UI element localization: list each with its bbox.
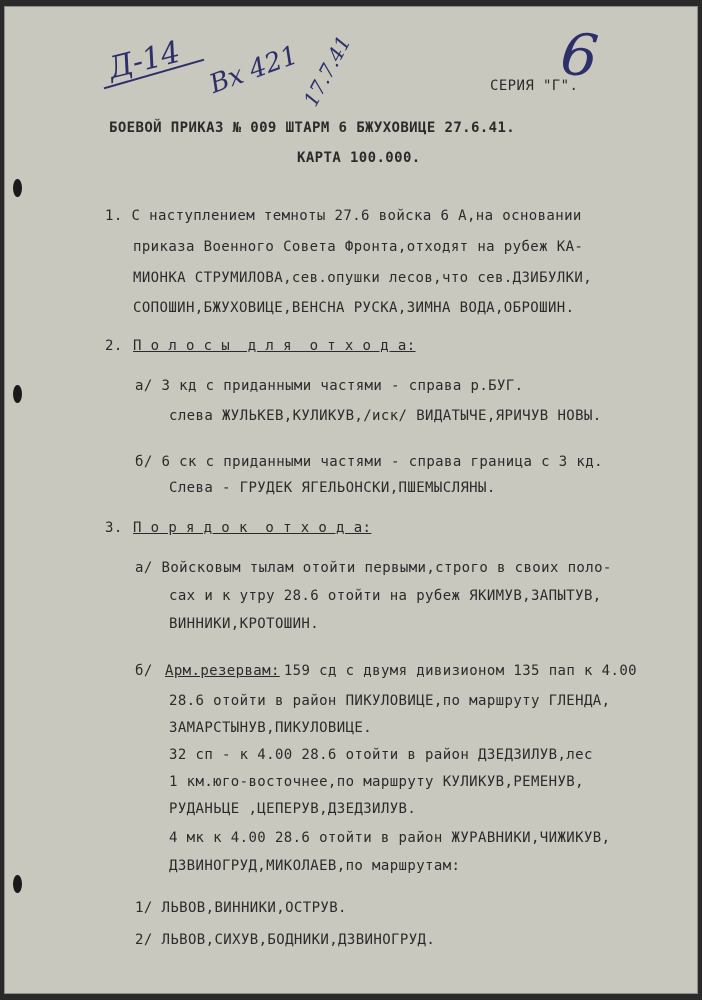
handwritten-sheet-number: 6 [557, 19, 602, 91]
section3-a-line: сах и к утру 28.6 отойти на рубеж ЯКИМУВ,ЗАПЫТУВ, [169, 588, 602, 604]
section3-b-line: 1 км.юго-восточнее,по маршруту КУЛИКУВ,РЕМЕНУВ, [169, 774, 584, 790]
section2-heading: П о л о с ы д л я о т х о д а: [133, 338, 416, 354]
punch-hole [13, 875, 22, 893]
section3-b-line: 4 мк к 4.00 28.6 отойти в район ЖУРАВНИКИ,ЧИЖИКУВ, [169, 830, 611, 846]
order-title: БОЕВОЙ ПРИКАЗ № 009 ШТАРМ 6 БЖУХОВИЦЕ 27.6.41. [109, 120, 516, 136]
section1-line: МИОНКА СТРУМИЛОВА,сев.опушки лесов,что сев.ДЗИБУЛКИ, [133, 270, 593, 286]
handwritten-incoming-number: Вх 421 [205, 40, 303, 100]
route-line: 1/ ЛЬВОВ,ВИННИКИ,ОСТРУВ. [135, 900, 347, 916]
section2-b-line: Слева - ГРУДЕК ЯГЕЛЬОНСКИ,ПШЕМЫСЛЯНЫ. [169, 480, 496, 496]
map-scale: КАРТА 100.000. [297, 150, 421, 166]
section3-b-line: ДЗВИНОГРУД,МИКОЛАЕВ,по маршрутам: [169, 858, 461, 874]
section3-b-line: РУДАНЬЦЕ ,ЦЕПЕРУВ,ДЗЕДЗИЛУВ. [169, 801, 417, 817]
route-line: 2/ ЛЬВОВ,СИХУВ,БОДНИКИ,ДЗВИНОГРУД. [135, 932, 436, 948]
section3-b-line: ЗАМАРСТЫНУВ,ПИКУЛОВИЦЕ. [169, 720, 373, 736]
section3-heading: П о р я д о к о т х о д а: [133, 520, 372, 536]
section3-a-line: ВИННИКИ,КРОТОШИН. [169, 616, 320, 632]
handwritten-doc-ref: Д-14 [104, 34, 184, 87]
section2-b-line: б/ 6 ск с приданными частями - справа граница с 3 кд. [135, 454, 603, 470]
section3-b-first-line: 159 сд с двумя дивизионом 135 пап к 4.00 [275, 663, 637, 679]
section2-a-line: слева ЖУЛЬКЕВ,КУЛИКУВ,/иск/ ВИДАТЫЧЕ,ЯРИЧУВ НОВЫ. [169, 408, 602, 424]
section1-line: 1. С наступлением темноты 27.6 войска 6 А,на основании [105, 208, 582, 224]
section3-b-line: 32 сп - к 4.00 28.6 отойти в район ДЗЕДЗИЛУВ,лес [169, 747, 593, 763]
section2-number: 2. [105, 338, 123, 354]
section3-b-line: 28.6 отойти в район ПИКУЛОВИЦЕ,по маршруту ГЛЕНДА, [169, 693, 611, 709]
handwritten-incoming-date: 17.7.41 [298, 31, 356, 111]
punch-hole [13, 179, 22, 197]
section1-line: СОПОШИН,БЖУХОВИЦЕ,ВЕНСНА РУСКА,ЗИМНА ВОДА,ОБРОШИН. [133, 300, 575, 316]
army-reserve-label: Арм.резервам: [165, 663, 280, 679]
section3-number: 3. [105, 520, 123, 536]
section3-b-label: б/ [135, 663, 153, 679]
series-label: СЕРИЯ "Г". [490, 78, 579, 94]
section2-a-line: а/ 3 кд с приданными частями - справа р.БУГ. [135, 378, 524, 394]
section1-line: приказа Военного Совета Фронта,отходят на рубеж КА- [133, 239, 584, 255]
punch-hole [13, 385, 22, 403]
section3-a-line: а/ Войсковым тылам отойти первыми,строго в своих поло- [135, 560, 612, 576]
document-sheet [4, 6, 698, 994]
